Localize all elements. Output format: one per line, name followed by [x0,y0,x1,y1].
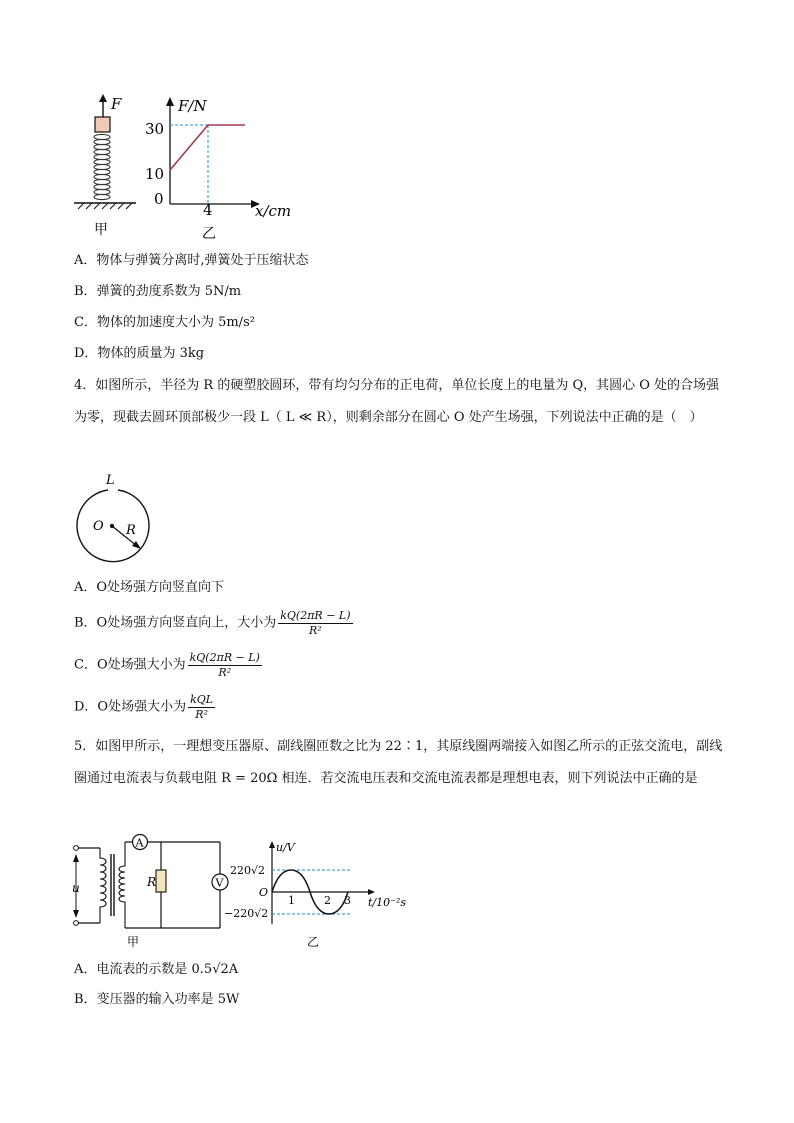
radius-label: R [126,523,136,538]
q4-option-a: A．O处场强方向竖直向下 [74,580,225,595]
tick-4: 4 [203,201,213,219]
q5-option-b: B．变压器的输入功率是 5W [74,992,240,1007]
spring-caption: 甲 [94,222,108,238]
q4-option-d: D．O处场强大小为 $\frac{\text{kQL}}{\text{R²}}$ [74,693,214,721]
q4-option-c: C．O处场强大小为 $\frac{kQ(2\pi R - L)}{\text{R²}}$ [74,651,260,679]
t-tick-3: 3 [344,894,351,907]
q3-option-c: C．物体的加速度大小为 5m/s² [74,315,255,330]
u-axis-label: u/V [276,841,295,854]
t-axis-label: t/10⁻²s [368,896,406,909]
q3-option-b: B．弹簧的劲度系数为 5N/m [74,284,242,299]
q3-option-d: D．物体的质量为 3kg [74,346,205,361]
input-label: u [72,881,80,895]
q4-question: 4．如图所示，半径为 R 的硬塑胶圆环，带有均匀分布的正电荷，单位长度上的电量为 Q，其圆心 O 处的合场强为零，现截去圆环顶部极少一段 L（ L ≪ R），则剩余部分在圆心 O 处产生场强，下列说法中正确的是（ ） [74,378,720,425]
graph-caption: 乙 [307,935,320,949]
sine-graph [222,838,408,952]
gap-label: L [106,474,115,488]
u-min-label: −220√2 [224,907,269,920]
origin-label: O [259,886,269,899]
transformer-circuit [68,830,248,952]
ring-figure [70,474,160,566]
resistor-label: R [147,875,157,889]
graph-y-axis: F/N [178,97,207,115]
q3-option-a: A．物体与弹簧分离时,弹簧处于压缩状态 [74,253,309,268]
t-tick-2: 2 [324,894,331,907]
q5-option-a: A．电流表的示数是 0.5√2A [74,962,239,977]
tick-0: 0 [154,190,164,208]
spring-figure [70,92,300,242]
tick-30: 30 [145,120,165,138]
circuit-caption: 甲 [127,935,140,949]
voltmeter-label: V [215,876,224,890]
ammeter-label: A [135,836,144,850]
t-tick-1: 1 [288,894,295,907]
u-max-label: 220√2 [230,864,266,877]
graph-x-axis: x/cm [255,202,292,220]
q5-question: 5．如图甲所示，一理想变压器原、副线圈匝数之比为 22∶1，其原线圈两端接入如图乙所示的正弦交流电，副线圈通过电流表与负载电阻 R = 20Ω 相连．若交流电压表和交流电流表都是理想电表，则下列说法中正确的是 [74,739,723,786]
force-label: F [111,95,122,113]
center-label: O [93,519,104,534]
q4-option-b: B．O处场强方向竖直向上，大小为 $\frac{kQ(2\pi R - L)}{\text{R²}}$ [74,609,351,637]
tick-10: 10 [145,165,165,183]
graph-caption: 乙 [202,226,216,242]
